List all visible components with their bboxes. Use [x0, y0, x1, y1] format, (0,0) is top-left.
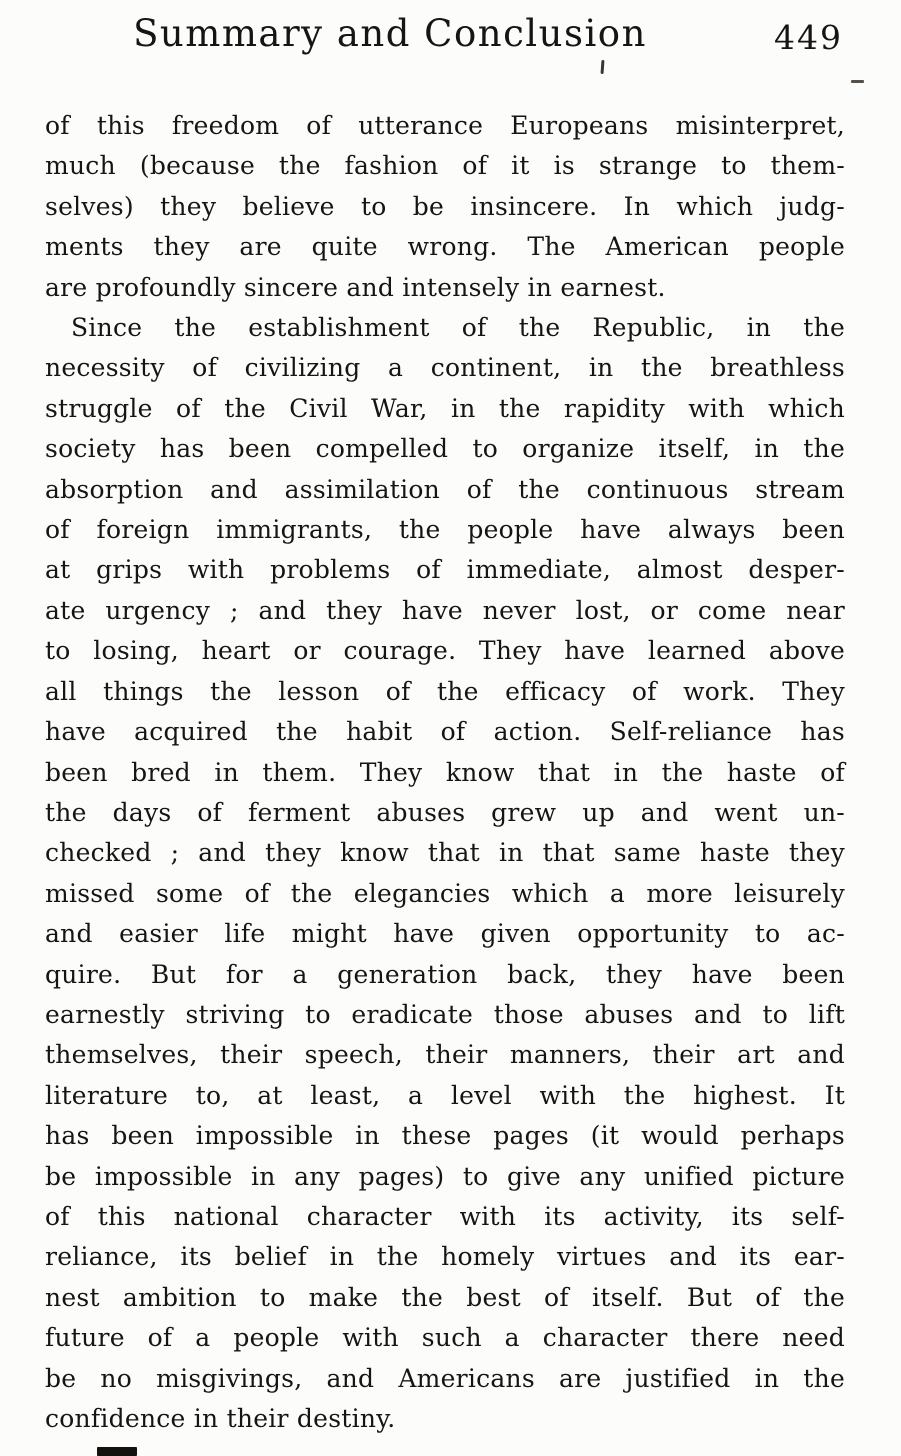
page-header — [45, 12, 845, 70]
text-line: of this national character with its activity, its self- — [45, 1201, 845, 1231]
text-line: quire. But for a generation back, they have been — [45, 959, 845, 989]
text-line: literature to, at least, a level with the highest. It — [45, 1080, 845, 1110]
text-line: missed some of the elegancies which a more leisurely — [45, 878, 845, 908]
scan-artifact-dash — [851, 80, 864, 83]
text-line: of foreign immigrants, the people have always been — [45, 515, 845, 545]
text-line: necessity of civilizing a continent, in the breathless — [45, 353, 845, 383]
text-line: be impossible in any pages) to give any unified picture — [45, 1161, 845, 1191]
page-number: 449 — [774, 18, 843, 57]
text-line: confidence in their destiny. — [45, 1404, 396, 1433]
text-line: absorption and assimilation of the continuous stream — [45, 474, 845, 504]
text-line: future of a people with such a character there need — [45, 1323, 845, 1353]
text-line: nest ambition to make the best of itself. But of the — [45, 1282, 845, 1312]
text-line: to losing, heart or courage. They have learned above — [45, 636, 845, 666]
text-line: ate urgency ; and they have never lost, or come near — [45, 595, 845, 625]
text-line: been bred in them. They know that in the haste of — [45, 757, 845, 787]
text-line: be no misgivings, and Americans are justified in the — [45, 1363, 845, 1393]
cropped-next-line-fragment — [97, 1447, 137, 1456]
text-line: checked ; and they know that in that same haste they — [45, 838, 845, 868]
running-title: Summary and Conclusion — [133, 12, 647, 55]
text-line: have acquired the habit of action. Self-reliance has — [45, 717, 845, 747]
text-line: struggle of the Civil War, in the rapidity with which — [45, 393, 845, 423]
text-line: society has been compelled to organize itself, in the — [45, 434, 845, 464]
text-line: much (because the fashion of it is strange to them- — [45, 151, 845, 181]
page-body — [45, 106, 845, 1439]
scan-artifact-descender — [601, 60, 605, 74]
text-line: has been impossible in these pages (it would perhaps — [45, 1121, 845, 1151]
text-line: the days of ferment abuses grew up and went un- — [45, 797, 845, 827]
text-line: are profoundly sincere and intensely in earnest. — [45, 272, 666, 302]
text-line: at grips with problems of immediate, almost desper- — [45, 555, 845, 585]
text-line: earnestly striving to eradicate those abuses and to lift — [45, 999, 845, 1029]
text-line: of this freedom of utterance Europeans misinterpret, — [45, 111, 845, 140]
text-line: ments they are quite wrong. The American people — [45, 232, 845, 262]
text-line: all things the lesson of the efficacy of work. They — [45, 676, 845, 706]
text-line: Since the establishment of the Republic, in the — [71, 313, 845, 343]
text-line: and easier life might have given opportunity to ac- — [45, 919, 845, 949]
text-line: themselves, their speech, their manners, their art and — [45, 1040, 845, 1070]
paragraph — [45, 106, 845, 308]
paragraph — [45, 308, 845, 1439]
text-line: reliance, its belief in the homely virtues and its ear- — [45, 1242, 845, 1272]
text-line: selves) they believe to be insincere. In which judg- — [45, 191, 845, 221]
